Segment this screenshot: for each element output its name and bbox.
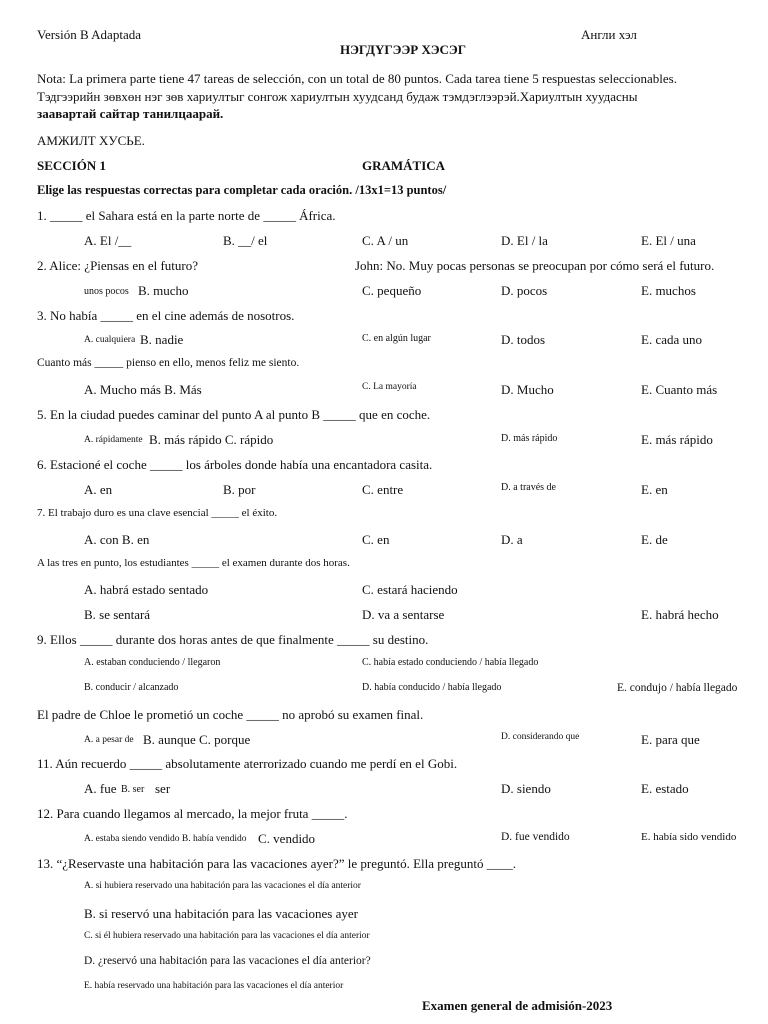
q12-option-c: C. vendido	[258, 831, 316, 846]
note-line-2: Тэдгээрийн зөвхөн нэг зөв хариултыг сонгож хариултын хуудсанд будаж тэмдэглээрэй.Хариултын хуудасны	[37, 89, 638, 104]
q11-option-b: B. ser	[121, 784, 145, 795]
q5-option-e: E. más rápido	[641, 432, 713, 447]
question-11: 11. Aún recuerdo _____ absolutamente aterrorizado cuando me perdí en el Gobi.	[37, 756, 458, 771]
q2-option-d: D. pocos	[501, 283, 548, 298]
question-12: 12. Para cuando llegamos al mercado, la mejor fruta _____.	[37, 806, 348, 821]
q10-option-a: A. a pesar de	[84, 735, 134, 745]
q9-option-e: E. condujo / había llegado	[617, 682, 738, 694]
q7-option-c: C. en	[362, 532, 390, 547]
q13-option-a: A. si hubiera reservado una habitación para las vacaciones el día anterior	[84, 881, 361, 891]
q11-option-b-extra: ser	[155, 781, 171, 796]
q11-option-a: A. fue	[84, 781, 117, 796]
q4-option-c: C. La mayoría	[362, 382, 417, 392]
q13-option-c: C. si él hubiera reservado una habitación para las vacaciones el día anterior	[84, 931, 370, 941]
q4-option-e: E. Cuanto más	[641, 382, 718, 397]
question-3: 3. No había _____ en el cine además de nosotros.	[37, 308, 295, 323]
q1-option-b: B. __/ el	[223, 233, 268, 248]
q7-option-d: D. a	[501, 532, 523, 547]
q11-option-e: E. estado	[641, 781, 689, 796]
section-label: SECCIÓN 1	[37, 158, 106, 173]
question-8: A las tres en punto, los estudiantes _____ el examen durante dos horas.	[37, 557, 350, 569]
q6-option-b: B. por	[223, 482, 256, 497]
q13-option-e: E. había reservado una habitación para las vacaciones el día anterior	[84, 981, 344, 991]
q9-option-b: B. conducir / alcanzado	[84, 682, 179, 693]
q3-option-b: B. nadie	[140, 332, 184, 347]
q9-option-c: C. había estado conduciendo / había llegado	[362, 657, 539, 668]
q5-option-a: A. rápidamente	[84, 435, 143, 445]
q8-option-b: B. se sentará	[84, 607, 151, 622]
q10-option-d: D. considerando que	[501, 732, 580, 742]
q8-option-c: C. estará haciendo	[362, 582, 458, 597]
q11-option-d: D. siendo	[501, 781, 551, 796]
q6-option-d: D. a través de	[501, 482, 556, 493]
q1-option-c: C. A / un	[362, 233, 409, 248]
note-line-3: заавартай сайтар танилцаарай.	[37, 106, 224, 121]
version-label: Versión B Adaptada	[37, 27, 141, 42]
section-name: GRAMÁTICA	[362, 158, 446, 173]
q8-option-a: A. habrá estado sentado	[84, 582, 209, 597]
q6-option-a: A. en	[84, 482, 113, 497]
q2-option-a: unos pocos	[84, 286, 129, 297]
q4-options-ab: A. Mucho más B. Más	[84, 382, 202, 397]
question-1: 1. _____ el Sahara está en la parte norte de _____ África.	[37, 208, 336, 223]
q6-option-c: C. entre	[362, 482, 404, 497]
q3-option-d: D. todos	[501, 332, 546, 347]
q12-option-d: D. fue vendido	[501, 831, 570, 843]
question-10: El padre de Chloe le prometió un coche _____ no aprobó su examen final.	[37, 707, 424, 722]
q10-options-bc: B. aunque C. porque	[143, 732, 251, 747]
q7-options-ab: A. con B. en	[84, 532, 150, 547]
q8-option-d: D. va a sentarse	[362, 607, 445, 622]
q4-option-d: D. Mucho	[501, 382, 554, 397]
q3-option-c: C. en algún lugar	[362, 333, 431, 344]
q1-option-d: D. El / la	[501, 233, 548, 248]
question-13: 13. “¿Reservaste una habitación para las vacaciones ayer?” le preguntó. Ella preguntó ____.	[37, 856, 516, 871]
q2-option-b: B. mucho	[138, 283, 189, 298]
question-6: 6. Estacioné el coche _____ los árboles donde había una encantadora casita.	[37, 457, 433, 472]
q5-options-bc: B. más rápido C. rápido	[149, 432, 274, 447]
q13-option-d: D. ¿reservó una habitación para las vacaciones el día anterior?	[84, 955, 371, 967]
question-4: Cuanto más _____ pienso en ello, menos feliz me siento.	[37, 357, 300, 369]
q12-option-e: E. había sido vendido	[641, 831, 737, 843]
q7-option-e: E. de	[641, 532, 668, 547]
q1-option-e: E. El / una	[641, 233, 696, 248]
note-line-1: Nota: La primera parte tiene 47 tareas de selección, con un total de 80 puntos. Cada tarea tiene 5 respuestas seleccionables.	[37, 71, 677, 86]
q2-option-c: C. pequeño	[362, 283, 422, 298]
q9-option-a: A. estaban conduciendo / llegaron	[84, 657, 221, 668]
q12-options-ab: A. estaba siendo vendido B. había vendido	[84, 834, 247, 844]
question-9: 9. Ellos _____ durante dos horas antes de que finalmente _____ su destino.	[37, 632, 429, 647]
q5-option-d: D. más rápido	[501, 433, 558, 444]
section-instruction: Elige las respuestas correctas para completar cada oración. /13x1=13 puntos/	[37, 183, 447, 197]
part-title: НЭГДҮГЭЭР ХЭСЭГ	[340, 42, 466, 57]
q3-option-e: E. cada uno	[641, 332, 703, 347]
q1-option-a: A. El /__	[84, 233, 132, 248]
q2-john-line: John: No. Muy pocas personas se preocupan por cómo será el futuro.	[355, 258, 715, 273]
q13-option-b: B. si reservó una habitación para las vacaciones ayer	[84, 906, 358, 921]
subject-label: Англи хэл	[581, 27, 637, 42]
good-luck: АМЖИЛТ ХУСЬЕ.	[37, 133, 145, 148]
footer-exam-title: Examen general de admisión-2023	[422, 998, 613, 1013]
q8-option-e: E. habrá hecho	[641, 607, 719, 622]
q3-option-a: A. cualquiera	[84, 335, 136, 345]
q6-option-e: E. en	[641, 482, 668, 497]
question-7: 7. El trabajo duro es una clave esencial _____ el éxito.	[37, 507, 278, 519]
q10-option-e: E. para que	[641, 732, 700, 747]
question-2: 2. Alice: ¿Piensas en el futuro?	[37, 258, 199, 273]
question-5: 5. En la ciudad puedes caminar del punto A al punto B _____ que en coche.	[37, 407, 431, 422]
q9-option-d: D. había conducido / había llegado	[362, 682, 502, 693]
q2-option-e: E. muchos	[641, 283, 696, 298]
